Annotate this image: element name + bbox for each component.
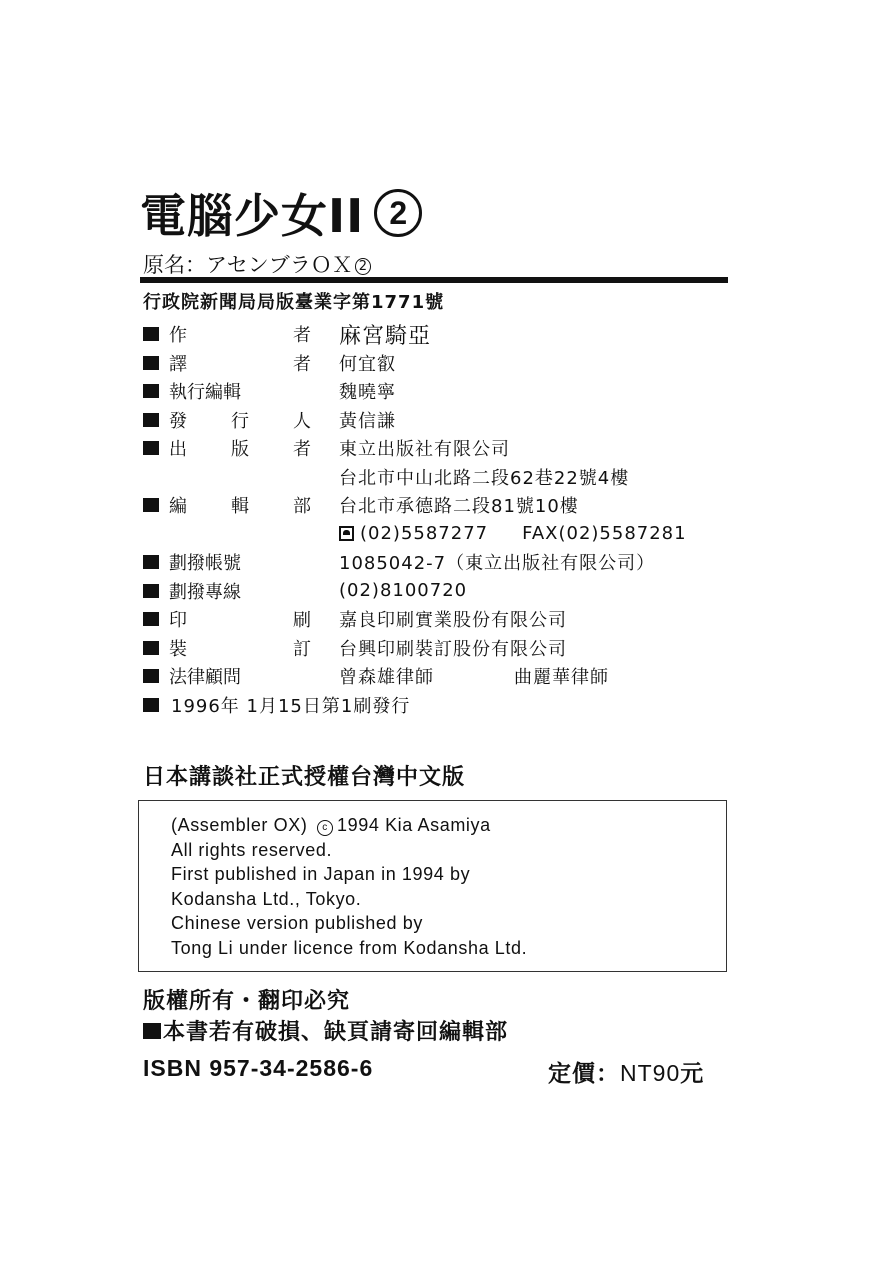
bullet-square (143, 641, 159, 655)
credit-value (339, 523, 687, 544)
copyright-line: Tong Li under licence from Kodansha Ltd. (171, 937, 528, 958)
credit-label-char: 印 (169, 610, 187, 632)
credit-value: 麻宮騎亞 (339, 323, 432, 349)
credit-row (143, 463, 743, 492)
credit-row (143, 320, 743, 349)
credit-row (143, 605, 743, 634)
damage-notice: 本書若有破損、缺頁請寄回編輯部 (163, 1020, 509, 1045)
credit-label-char: 訂 (293, 638, 311, 660)
license-line: 行政院新聞局局版臺業字第1771號 (143, 292, 445, 313)
lawyer-name: 曲麗華律師 (514, 667, 609, 689)
bullet-square (143, 555, 159, 569)
price-unit: 元 (680, 1061, 705, 1087)
lawyer-name: 曾森雄律師 (339, 667, 434, 689)
credit-label-char: 作 (169, 325, 187, 347)
bullet-square (143, 584, 159, 598)
credit-label-char: 者 (293, 325, 311, 347)
credit-row (143, 491, 743, 520)
bullet-square (143, 356, 159, 370)
telephone-icon (339, 526, 354, 541)
credit-label (169, 407, 325, 433)
credit-value: (02)8100720 (339, 580, 468, 602)
bullet-square (143, 384, 159, 398)
credit-label-char: 人 (293, 410, 311, 432)
credit-label (169, 350, 325, 376)
credit-label (169, 492, 325, 518)
original-volume-mark: 2 (355, 258, 371, 275)
credit-label-char: 者 (293, 439, 311, 461)
credit-value (339, 663, 609, 689)
credit-row (143, 377, 743, 406)
bullet-square (143, 441, 159, 455)
credit-row (143, 520, 743, 549)
original-title-text: 原名：アセンブラＯＸ (143, 253, 353, 277)
pub-date-line (143, 692, 410, 718)
credit-label (169, 606, 325, 632)
copyright-line: All rights reserved. (171, 839, 333, 860)
copyright-box (138, 800, 727, 972)
credit-label-char: 裝 (169, 638, 187, 660)
bullet-square (143, 698, 159, 712)
kodansha-license: 日本講談社正式授權台灣中文版 (143, 765, 466, 790)
credit-row (143, 662, 743, 691)
pub-date: 1996年 1月15日第1刷發行 (171, 696, 411, 717)
price-label: 定價： (548, 1061, 620, 1087)
credit-label-char: 法律顧問 (169, 667, 241, 689)
bullet-square (143, 327, 159, 341)
copyright-line: First published in Japan in 1994 by (171, 864, 471, 884)
credit-label-char: 發 (169, 410, 187, 432)
rights-reserved: 版權所有・翻印必究 (143, 989, 351, 1014)
credit-label-char: 輯 (231, 496, 249, 518)
damage-notice-line (143, 1015, 508, 1046)
credit-row (143, 349, 743, 378)
credit-label-char: 行 (231, 410, 249, 432)
credit-row (143, 434, 743, 463)
copyright-mark-icon: c (317, 820, 333, 836)
bullet-square (143, 1023, 161, 1039)
credit-value: 嘉良印刷實業股份有限公司 (339, 610, 567, 632)
bullet-square (143, 413, 159, 427)
credit-label (169, 321, 325, 347)
credit-label-char: 譯 (169, 353, 187, 375)
bullet-square (143, 498, 159, 512)
copyright-line: Kodansha Ltd., Tokyo. (171, 888, 362, 909)
volume-badge: 2 (374, 189, 422, 237)
credit-value: 台北市中山北路二段62巷22號4樓 (339, 467, 630, 489)
credit-value: 黃信謙 (339, 410, 396, 432)
credit-row (143, 577, 743, 606)
credit-label-char: 出 (169, 439, 187, 461)
bullet-square (143, 612, 159, 626)
title-row (140, 183, 422, 243)
copyright-line: (Assembler OX) c 1994 Kia Asamiya (171, 815, 491, 835)
credit-label-char: 編 (169, 496, 187, 518)
credit-value: 台北市承德路二段81號10樓 (339, 496, 579, 518)
credit-label (169, 435, 325, 461)
isbn: ISBN 957-34-2586-6 (143, 1055, 374, 1081)
credit-value: 1085042-7（東立出版社有限公司） (339, 553, 656, 575)
credit-value: 何宜叡 (339, 353, 396, 375)
credit-label-char: 版 (231, 439, 249, 461)
credit-label-char: 者 (293, 353, 311, 375)
price-amount: NT90 (620, 1060, 681, 1086)
credit-label (169, 663, 325, 689)
credit-label (169, 635, 325, 661)
credit-value: 東立出版社有限公司 (339, 439, 510, 461)
credit-value: 魏曉寧 (339, 382, 396, 404)
bullet-square (143, 669, 159, 683)
credit-row (143, 634, 743, 663)
credit-row (143, 406, 743, 435)
credits-list (143, 320, 743, 691)
credit-label (169, 549, 325, 575)
copyright-line: Chinese version published by (171, 913, 423, 933)
credit-label-char: 執行編輯 (169, 382, 241, 404)
credit-label-char: 刷 (293, 610, 311, 632)
credit-label-char: 劃撥專線 (169, 581, 241, 603)
credit-label-char: 劃撥帳號 (169, 553, 241, 575)
fax-number: FAX(02)5587281 (522, 523, 687, 545)
credit-label-char: 部 (293, 496, 311, 518)
book-title: 電腦少女II (140, 189, 365, 243)
original-title (143, 249, 371, 279)
credit-row (143, 548, 743, 577)
title-rule (140, 277, 728, 283)
credit-value: 台興印刷裝訂股份有限公司 (339, 638, 567, 660)
credit-label (169, 378, 325, 404)
telephone-number: (02)5587277 (360, 523, 489, 545)
credit-label (169, 578, 325, 604)
price (548, 1055, 704, 1088)
